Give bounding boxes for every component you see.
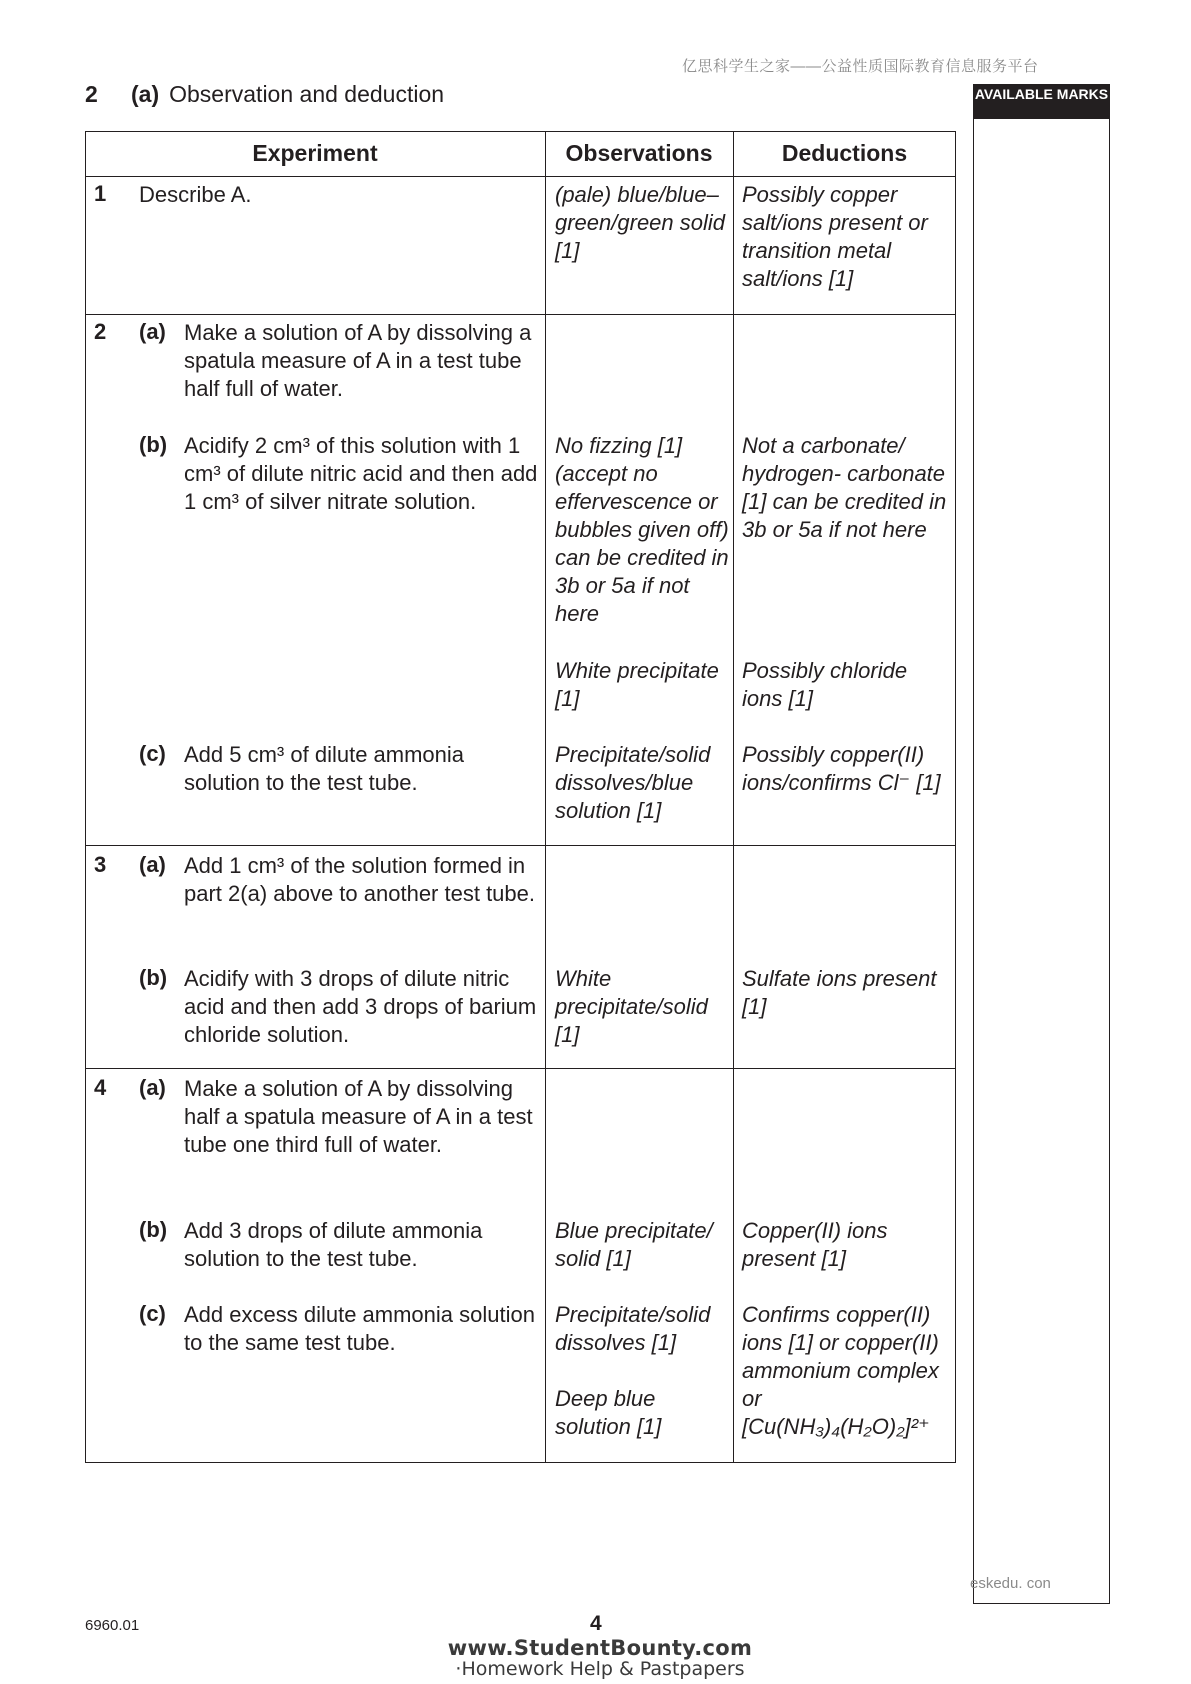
step-label: (a) xyxy=(139,319,166,344)
deduction-text: Copper(II) ions present [1] xyxy=(742,1218,888,1271)
observation-text: Precipitate/solid dissolves [1] xyxy=(555,1302,711,1355)
step-label: (b) xyxy=(139,965,168,990)
row-divider xyxy=(85,845,956,846)
step-label: (a) xyxy=(139,852,166,877)
question-title: Observation and deduction xyxy=(169,81,445,107)
header-divider xyxy=(85,176,956,177)
row-number: 1 xyxy=(94,181,107,206)
experiment-text: Add 5 cm³ of dilute ammonia solution to the test tube. xyxy=(184,742,465,795)
experiment-text: Add 3 drops of dilute ammonia solution to the test tube. xyxy=(184,1218,483,1271)
observation-text: No fizzing [1] (accept no effervescence or bubbles given off) can be credited in 3b or 5a if not here xyxy=(555,433,729,626)
header-observations: Observations xyxy=(565,140,713,166)
row-divider xyxy=(85,314,956,315)
deduction-text: Possibly copper(II) ions/confirms Cl⁻ [1] xyxy=(742,742,941,795)
header-deductions: Deductions xyxy=(781,140,908,166)
available-marks-label: AVAILABLE MARKS xyxy=(974,86,1109,102)
studentbounty-logo xyxy=(440,1638,760,1680)
row-divider xyxy=(85,1068,956,1069)
deduction-text: Possibly copper salt/ions present or transition metal salt/ions [1] xyxy=(742,182,928,291)
question-heading xyxy=(85,81,444,108)
step-label: (c) xyxy=(139,741,166,766)
header-watermark: 亿思科学生之家——公益性质国际教育信息服务平台 xyxy=(682,58,1039,75)
observation-text: Deep blue solution [1] xyxy=(555,1386,662,1439)
experiment-text: Make a solution of A by dissolving a spatula measure of A in a test tube half full of water. xyxy=(184,320,532,401)
column-divider xyxy=(545,131,546,1463)
observation-text: Precipitate/solid dissolves/blue solution [1] xyxy=(555,742,711,823)
step-label: (b) xyxy=(139,1217,168,1242)
experiment-text: Acidify with 3 drops of dilute nitric acid and then add 3 drops of barium chloride solution. xyxy=(184,966,537,1047)
observation-text: White precipitate/solid [1] xyxy=(555,966,708,1047)
observation-text: (pale) blue/blue– green/green solid [1] xyxy=(555,182,726,263)
step-label: (a) xyxy=(139,1075,166,1100)
experiment-text: Add 1 cm³ of the solution formed in part 2(a) above to another test tube. xyxy=(184,853,536,906)
deduction-text: Confirms copper(II) ions [1] or copper(II) ammonium complex or [Cu(NH₃)₄(H₂O)₂]²⁺ xyxy=(742,1302,939,1439)
available-marks-column xyxy=(973,84,1110,1604)
site-watermark: eskedu. con xyxy=(970,1575,1051,1592)
logo-line-2: ·Homework Help & Pastpapers xyxy=(455,1658,745,1680)
question-number: 2 xyxy=(85,81,98,107)
deduction-text: Not a carbonate/ hydrogen- carbonate [1] can be credited in 3b or 5a if not here xyxy=(742,433,947,542)
observation-text: White precipitate [1] xyxy=(555,658,719,711)
experiment-text: Acidify 2 cm³ of this solution with 1 cm³ of dilute nitric acid and then add 1 cm³ of silver nitrate solution. xyxy=(184,433,538,514)
experiment-text: Make a solution of A by dissolving half a spatula measure of A in a test tube one third full of water. xyxy=(184,1076,533,1157)
deduction-text: Possibly chloride ions [1] xyxy=(742,658,908,711)
row-number: 4 xyxy=(94,1075,107,1100)
deduction-text: Sulfate ions present [1] xyxy=(742,966,937,1019)
experiment-text: Add excess dilute ammonia solution to the same test tube. xyxy=(184,1302,535,1355)
experiment-text: Describe A. xyxy=(139,182,252,207)
step-label: (b) xyxy=(139,432,168,457)
header-experiment: Experiment xyxy=(252,140,378,166)
row-number: 2 xyxy=(94,319,107,344)
observation-text: Blue precipitate/ solid [1] xyxy=(555,1218,713,1271)
step-label: (c) xyxy=(139,1301,166,1326)
available-marks-header xyxy=(973,84,1110,119)
paper-code: 6960.01 xyxy=(85,1617,140,1634)
question-part: (a) xyxy=(131,81,160,107)
row-number: 3 xyxy=(94,852,107,877)
page-number: 4 xyxy=(590,1612,602,1635)
logo-line-1: www.StudentBounty.com xyxy=(447,1636,753,1660)
